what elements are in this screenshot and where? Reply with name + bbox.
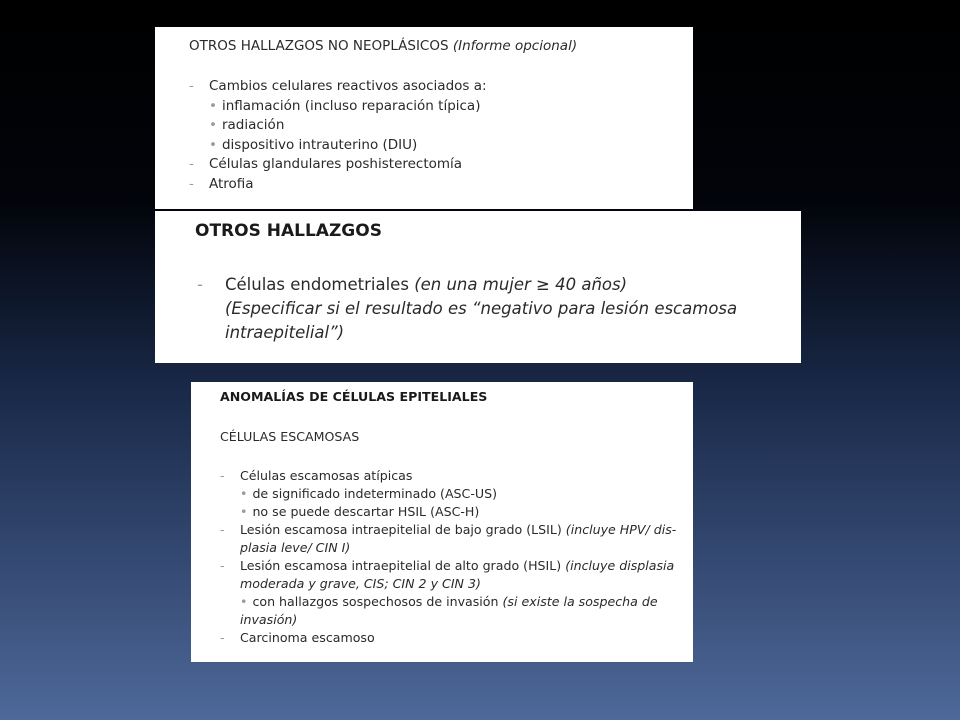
list-item — [197, 273, 737, 297]
item-text: Carcinoma escamoso — [240, 630, 375, 645]
panel3-title: ANOMALÍAS DE CÉLULAS EPITELIALES — [220, 389, 488, 404]
dash-icon: - — [189, 175, 194, 192]
item-note: (si existe la sospecha de — [502, 594, 658, 609]
subitem-text: radiación — [221, 117, 285, 133]
panel1-list — [189, 77, 487, 194]
bullet-icon: • — [209, 117, 217, 133]
panel3-list — [220, 467, 691, 647]
panel2-title: OTROS HALLAZGOS — [195, 221, 382, 241]
panel-epithelial-abnormalities — [191, 382, 693, 662]
list-subitem — [220, 503, 691, 521]
bullet-icon: • — [209, 136, 217, 153]
panel2-body — [197, 273, 737, 345]
item-text: Células endometriales — [225, 275, 409, 294]
panel-non-neoplastic-findings — [155, 27, 693, 209]
item-note: (incluye HPV/ dis- — [565, 522, 677, 537]
list-item — [189, 175, 487, 195]
item-note: (en una mujer ≥ 40 años) — [414, 275, 628, 294]
panel1-title-main: OTROS HALLAZGOS NO NEOPLÁSICOS — [189, 38, 449, 54]
list-item — [220, 521, 691, 539]
list-item — [220, 629, 691, 647]
item-continuation: moderada y grave, CIS; CIN 2 y CIN 3) — [240, 576, 481, 591]
subitem-text: inflamación (incluso reparación típica) — [221, 97, 481, 114]
panel-other-findings — [155, 211, 801, 363]
item-continuation: invasión) — [240, 612, 298, 627]
item-text: Lesión escamosa intraepitelial de alto grado (HSIL) — [240, 558, 562, 573]
list-item — [189, 155, 487, 175]
dash-icon: - — [220, 558, 225, 573]
item-text: Células escamosas atípicas — [240, 468, 413, 483]
subitem-text: con hallazgos sospechosos de invasión — [252, 594, 499, 609]
list-subitem — [189, 136, 487, 156]
subitem-text: de significado indeterminado (ASC-US) — [252, 486, 498, 501]
item-text: Células glandulares poshisterectomía — [209, 156, 463, 172]
list-item — [189, 77, 487, 97]
bullet-icon: • — [240, 486, 248, 501]
subitem-text: dispositivo intrauterino (DIU) — [221, 136, 418, 153]
item-continuation: (Especificar si el resultado es “negativo para lesión escamosa — [225, 299, 738, 318]
panel1-title — [189, 37, 577, 57]
list-subitem — [220, 593, 691, 611]
list-subitem — [189, 116, 487, 136]
bullet-icon: • — [240, 594, 248, 609]
dash-icon: - — [220, 630, 225, 645]
list-item — [220, 467, 691, 485]
list-subitem — [189, 97, 487, 117]
item-text: Atrofia — [209, 175, 254, 192]
item-note: (incluye displasia — [565, 558, 675, 573]
panel3-subtitle: CÉLULAS ESCAMOSAS — [220, 429, 360, 444]
panel1-title-note: (Informe opcional) — [452, 38, 578, 54]
dash-icon: - — [189, 156, 194, 172]
list-subitem — [220, 485, 691, 503]
item-text: Lesión escamosa intraepitelial de bajo grado (LSIL) — [240, 522, 562, 537]
dash-icon: - — [189, 78, 194, 94]
bullet-icon: • — [240, 504, 248, 519]
item-text: Cambios celulares reactivos asociados a: — [209, 78, 487, 94]
dash-icon: - — [197, 275, 203, 294]
item-continuation: plasia leve/ CIN I) — [240, 540, 351, 555]
dash-icon: - — [220, 522, 225, 537]
bullet-icon: • — [209, 97, 217, 114]
subitem-text: no se puede descartar HSIL (ASC-H) — [252, 504, 480, 519]
item-continuation: intraepitelial”) — [225, 323, 345, 342]
dash-icon: - — [220, 468, 225, 483]
list-item — [220, 557, 691, 575]
